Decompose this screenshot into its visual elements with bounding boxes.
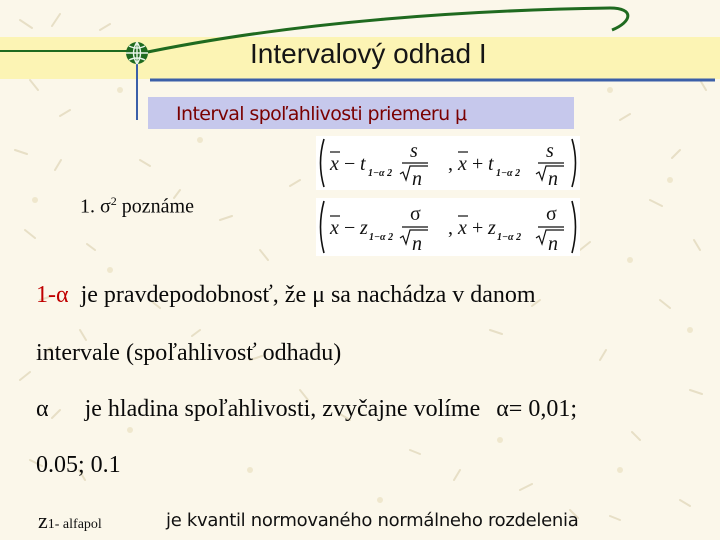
slide-subtitle: Interval spoľahlivosti priemeru μ <box>176 103 467 125</box>
formula-t-x1: x <box>330 153 339 175</box>
formula-t-minus: − <box>344 153 356 175</box>
formula-z-x2: x <box>458 217 467 239</box>
formula-t-t1: t <box>360 153 366 175</box>
formula-t-t2: t <box>488 153 494 175</box>
z-quantile-description: je kvantil normovaného normálneho rozdelenia <box>166 510 579 531</box>
formula-z-minus: − <box>344 217 356 239</box>
formula-z-n2: n <box>548 233 558 255</box>
paragraph-confidence <box>36 282 536 309</box>
formula-z-sep: , <box>448 217 453 239</box>
formula-z-z2: z <box>488 217 496 239</box>
formula-z-x1: x <box>330 217 339 239</box>
z-subscript: 1- alfapol <box>47 517 102 532</box>
slide-title: Intervalový odhad I <box>250 38 487 69</box>
formula-t-s2: s <box>546 140 554 162</box>
alpha-symbol: α <box>36 396 49 422</box>
case-1-label <box>80 194 194 219</box>
formula-z-sigma2: σ <box>546 203 557 225</box>
case-1-number: 1. <box>80 195 95 218</box>
formula-t-sep: , <box>448 153 453 175</box>
alpha-value: α= 0,01; <box>496 396 578 422</box>
z-quantile-symbol <box>38 508 102 534</box>
formula-t-s1: s <box>410 140 418 162</box>
formula-z-interval <box>316 198 580 256</box>
formula-t-x2: x <box>458 153 467 175</box>
one-minus-alpha-symbol: 1-α <box>36 282 69 308</box>
paragraph-confidence-cont: intervale (spoľahlivosť odhadu) <box>36 340 342 366</box>
case-1-exponent: 2 <box>110 194 117 208</box>
paragraph-alpha-cont: 0.05; 0.1 <box>36 452 121 478</box>
globe-icon <box>124 40 150 66</box>
paragraph-alpha-text: je hladina spoľahlivosti, zvyčajne volíme <box>84 396 481 422</box>
case-1-sigma: σ <box>100 195 111 218</box>
paragraph-alpha <box>36 396 577 423</box>
formula-t-n1: n <box>412 168 422 190</box>
formula-t-n2: n <box>548 168 558 190</box>
formula-z-plus: + <box>472 217 484 239</box>
formula-t-sub2: 1−α 2 <box>496 168 521 179</box>
formula-z-sub1: 1−α 2 <box>369 232 394 243</box>
formula-z-z1: z <box>360 217 368 239</box>
paragraph-confidence-text: je pravdepodobnosť, že μ sa nachádza v danom <box>80 282 536 308</box>
formula-t-sub1: 1−α 2 <box>368 168 393 179</box>
formula-z-sigma1: σ <box>410 203 421 225</box>
formula-z-sub2: 1−α 2 <box>497 232 522 243</box>
case-1-text: poznáme <box>121 195 194 218</box>
formula-t-plus: + <box>472 153 484 175</box>
z-main: z <box>38 508 48 533</box>
formula-z-n1: n <box>412 233 422 255</box>
formula-t-interval <box>316 136 580 190</box>
